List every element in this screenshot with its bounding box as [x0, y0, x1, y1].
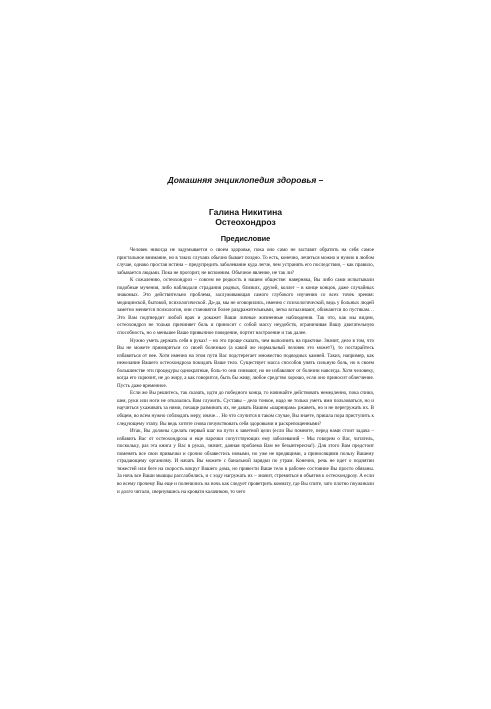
paragraph: Итак, Вы должны сделать первый шаг на пути к заветной цели (если Вы помните, перед нами стоит задача – избавить Вас от остеохондроза и еще парочки сопутствующих ему заболеваний – Мы говорим о Вас, читатель, поскольку, раз эта книга у Вас в руках, значит, данная проблема Вам не безынтересна!). Для этого Вам предстоит поменять все свои привычки и срочно обзавестись новыми, но уже не вредящими, а приносящими пользу Вашему страдающему организму. И начать Вы можете с банальной зарядки по утрам. Конечно, речь не идет о поднятии тяжестей или беге на скорость вокруг Вашего дома, но привести Ваше тело в рабочее состояние Вы просто обязаны. За ночь все Ваши мышцы расслабились, и с ходу нагружать их – значит, стремиться в объятия к остеохондрозу. А если во всему прочему Вы еще и поленились на ночь как следует проветрить комнату, где Вы спите, зато плотно поужинали и долго читали, свернувшись на кровати калачиком, то чего [117, 428, 374, 495]
paragraph: Нужно уметь держать себя в руках! – но это проще сказать, чем выполнить на практике. Значит, дело в том, что Вы не можете примириться со своей болезнью (а какой же нормальный человек это может?), то постарайтесь избавиться от нее. Хотя именно на этом пути Вас подстерегает множество подводных камней. Таких, например, как нежелание Вашего остеохондроза покидать Ваше тело. Существует масса способов унять сильную боль, но в своем большинстве эти процедуры однократные, боль-то они снимают, но не избавляют от болезни навсегда. Хотя человеку, когда его скрючит, не до жиру, а как говорится, быть бы живу, любое средство хорошо, если оно приносит облегчение. Пусть даже временное. [117, 337, 374, 389]
paragraph: К сожалению, остеохондроз – совсем не редкость в нашем обществе: наверняка, Вы либо сами испытывали подобные мучения, либо наблюдали страдания родных, близких, друзей, коллег – в конце концов, даже случайных знакомых. Это действительно проблема, заслуживающая самого глубокого изучения со всех точек зрения: медицинской, бытовой, психологической. Да-да, мы не оговорились, именно с психологической, ведь у больных людей заметно меняется психология, они становятся более раздражительными, легко вспыхивают, обижаются по пустякам… Это Вам подтвердит любой врач и докажет Ваши личные жизненные наблюдения. Так что, как мы видим, остеохондроз не только причиняет боль и приносит с собой массу неудобств, ограничивая Вашу двигательную способность, но о меньшее Ваше привычное поведение, портит настроение и так далее. [117, 277, 374, 337]
series-title: Домашняя энциклопедия здоровья – [167, 175, 324, 185]
body-text [117, 247, 374, 709]
book-title: Остеохондроз [215, 217, 276, 227]
paragraph: Если же Вы решитесь, так сказать, идти до победного конца, то начинайте действовать немедленно, пока спина, шея, руки или ноги не отказались Вам служить. Суставы – дело тонкое, надо не только уметь ими пользоваться, но и научиться ухаживать за ними, почаще разминать их, не давать Вашим «шарнирам» ржаветь, но и не перегружать их. В общем, во всем нужно соблюдать меру, иначе… Но что случится в таком случае, Вы знаете, пришла пора приступить к следующему этапу. Вы ведь хотите снова почувствовать себя здоровыми и раскрепощенными? [117, 390, 374, 427]
paragraph: Человек никогда не задумывается о своем здоровье, пока оно само не заставит обратить на себя самое пристальное внимание, но в таких случаях обычно бывает поздно. То есть, конечно, лечиться можно и нужно в любом случае, однако простая истина – предупредить заболевание куда легче, чем устранять его последствия, – как правило, забывается людьми. Пока не прогорит, не вспомним. Обычное явление, не так ли? [117, 247, 374, 276]
section-title: Предисловие [220, 234, 271, 243]
author-name: Галина Никитина [208, 207, 283, 217]
